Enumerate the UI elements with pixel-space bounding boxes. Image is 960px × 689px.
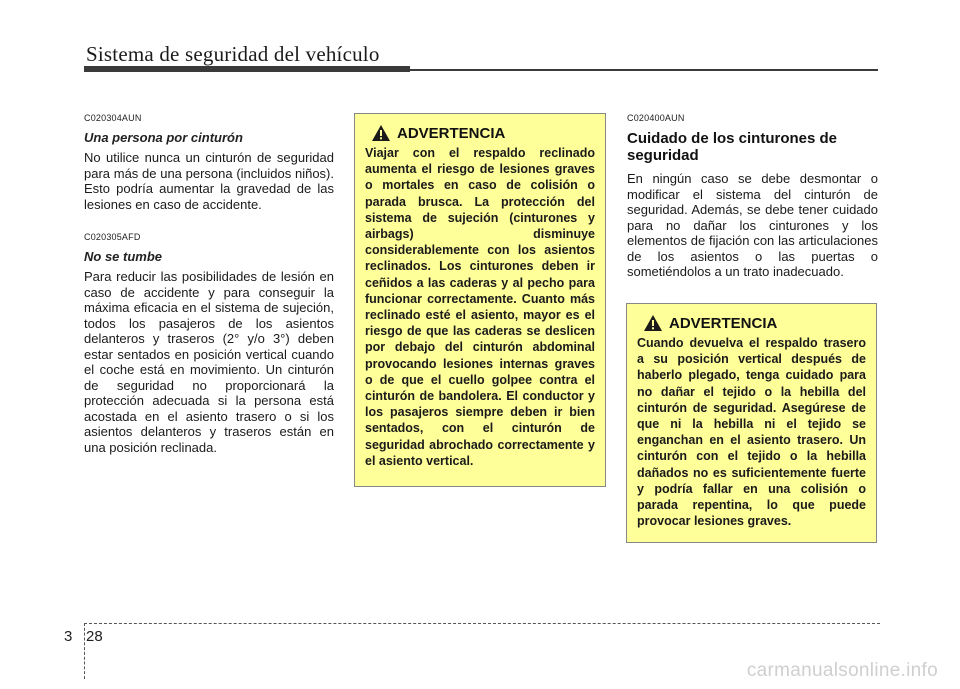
- section-heading: No se tumbe: [84, 249, 163, 264]
- section-heading: Una persona por cinturón: [84, 130, 243, 145]
- section-heading: Cuidado de los cinturones de seguridad: [627, 130, 838, 164]
- header-rule-thin: [410, 69, 878, 71]
- chapter-number: 3: [64, 628, 73, 645]
- left-column: [84, 113, 334, 475]
- warning-body: Viajar con el respaldo reclinado aumenta el riesgo de lesiones graves o mortales en caso de colisión o parada brusca. La protección del sistema de sujeción (cinturones y airbags) disminuye considerablemente con los asientos reclinados. Los cinturones deben ir ceñidos a las caderas y al pecho para funcionar correctamente. Cuanto más reclinado esté el asiento, mayor es el riesgo de que las caderas se deslicen por debajo del cinturón abdominal provocando lesiones internas graves o de que el cuello golpee contra el cinturón de bandolera. El conductor y los pasajeros siempre deben ir bien sentados, con el cinturón de seguridad abrochado correctamente y el asiento vertical.: [365, 146, 595, 468]
- warning-body: Cuando devuelva el respaldo trasero a su posición vertical después de haberlo plegado, tenga cuidado para no dañar el tejido o la hebilla del cinturón de seguridad. Asegúrese de que ni la hebilla ni el tejido se enganchan en el asiento trasero. Un cinturón con el tejido o la hebilla dañados no es suficientemente fuerte y podría fallar en una colisión o parada repentina, lo que puede provocar lesiones graves.: [637, 336, 866, 529]
- page-number: 28: [86, 628, 103, 645]
- warning-header: [643, 314, 866, 332]
- warning-header: [371, 124, 595, 142]
- warning-title: ADVERTENCIA: [669, 314, 778, 332]
- section-body: Para reducir las posibilidades de lesión en caso de accidente y para conseguir la máxima eficacia en el sistema de sujeción, todos los pasajeros de los asientos delanteros y traseros (2° y/o 3°) deben estar sentados en posición vertical cuando el coche está en movimiento. Un cinturón de seguridad no proporcionará la protección adecuada si la persona está acostada en el asiento trasero o si los asientos delanteros y traseros están en una posición reclinada.: [84, 269, 334, 455]
- watermark: carmanualsonline.info: [746, 660, 938, 681]
- warning-title: ADVERTENCIA: [397, 124, 506, 142]
- warning-triangle-icon: [643, 314, 663, 332]
- page-header-title: Sistema de seguridad del vehículo: [86, 42, 380, 66]
- warning-box-reclined-seat: [354, 113, 606, 487]
- right-column: [627, 113, 878, 300]
- section-code: C020304AUN: [84, 113, 142, 123]
- section-code: C020305AFD: [84, 232, 141, 242]
- section-code: C020400AUN: [627, 113, 685, 123]
- header-rule-thick: [84, 66, 410, 72]
- warning-box-seatback: [626, 303, 877, 543]
- footer-rule-vertical: [84, 623, 85, 679]
- section-body: No utilice nunca un cinturón de seguridad para más de una persona (incluidos niños). Esto podría aumentar la gravedad de las lesiones en caso de accidente.: [84, 150, 334, 212]
- footer-rule: [84, 623, 880, 624]
- warning-triangle-icon: [371, 124, 391, 142]
- section-body: En ningún caso se debe desmontar o modificar el sistema del cinturón de seguridad. Además, se debe tener cuidado para no dañar los cinturones y los elementos de fijación con las articulaciones de los asientos o las puertas o sometiéndolos a un trato inadecuado.: [627, 171, 878, 279]
